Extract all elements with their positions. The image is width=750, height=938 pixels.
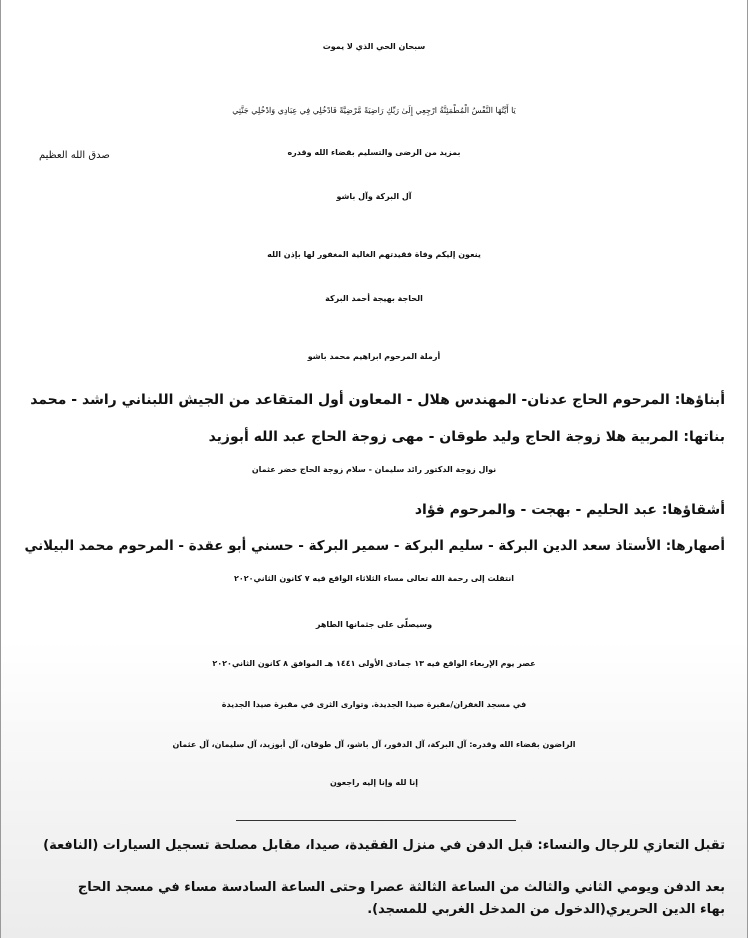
condolences-line-2: بعد الدفن ويومي الثاني والثالث من الساعة الثالثة عصرا وحتى الساعة السادسة مساء في مسجد الحاج	[77, 880, 725, 895]
funeral-mosque-line: في مسجد الغفران/مقبرة صيدا الجديدة. وتوارى الثرى في مقبرة صيدا الجديدة	[221, 700, 527, 709]
inna-lillah-line: إنا لله وإنا إليه راجعون	[329, 778, 419, 787]
patience-line: بمزيد من الرضى والتسليم بقضاء الله وقدره	[287, 148, 461, 157]
condolences-line-1: تقبل التعازي للرجال والنساء: قبل الدفن في منزل الفقيدة، صيدا، مقابل مصلحة تسجيل السيارات (النافعة)	[43, 838, 725, 853]
relatives-daughters-cont: نوال زوجة الدكتور رائد سليمان - سلام زوجة الحاج خضر عثمان	[251, 465, 497, 474]
announcement-line: ينعون إليكم وفاة فقيدتهم الغالية المغفور لها بإذن الله	[267, 250, 481, 259]
relatives-daughters: بناتها: المربية هلا زوجة الحاج وليد طوقان - مهى زوجة الحاج عبد الله أبوزيد	[208, 429, 725, 445]
condolences-line-3: بهاء الدين الحريري(الدخول من المدخل الغربي للمسجد).	[367, 902, 725, 917]
funeral-time-line: عصر يوم الإربعاء الواقع فيه ١٣ جمادى الأولى ١٤٤١ هـ الموافق ٨ كانون الثاني٢٠٢٠	[212, 659, 536, 668]
relatives-sons: أبناؤها: المرحوم الحاج عدنان- المهندس هلال - المعاون أول المتقاعد من الجيش اللبناني راشد - محمد	[30, 392, 725, 408]
widow-of-line: أرملة المرحوم ابراهيم محمد باشو	[307, 352, 441, 361]
divider	[236, 820, 516, 821]
prayer-line: وسيصلّى على جثمانها الطاهر	[315, 620, 433, 629]
mourners-line: الراضون بقضاء الله وقدره: آل البركة، آل الدقور، آل باشو، آل طوقان، آل أبوزيد، آل سليمان، آل عثمان	[172, 740, 576, 749]
sadaq-allah-note: صدق الله العظيم	[39, 150, 110, 161]
page-title: سبحان الحي الذي لا يموت	[322, 42, 426, 51]
relatives-in-laws: أصهارها: الأستاذ سعد الدين البركة - سليم البركة - سمير البركة - حسني أبو عقدة - المرحوم محمد البيلاني	[24, 538, 725, 554]
relatives-siblings: أشقاؤها: عبد الحليم - بهجت - والمرحوم فؤاد	[414, 502, 725, 518]
passed-away-line: انتقلت إلى رحمة الله تعالى مساء الثلاثاء الواقع فيه ٧ كانون الثاني٢٠٢٠	[233, 574, 515, 583]
families-heading: آل البركة وآل باشو	[336, 192, 412, 201]
quran-verse: يَا أَيَّتُهَا النَّفْسُ الْمُطْمَئِنَّةُ ارْجِعِي إِلَىٰ رَبِّكِ رَاضِيَةً مَّرْضِيَّةً فَادْخُلِي فِي عِبَادِي وَادْخُلِي جَنَّتِي	[232, 106, 516, 115]
deceased-name: الحاجة بهيجة أحمد البركة	[325, 294, 423, 303]
